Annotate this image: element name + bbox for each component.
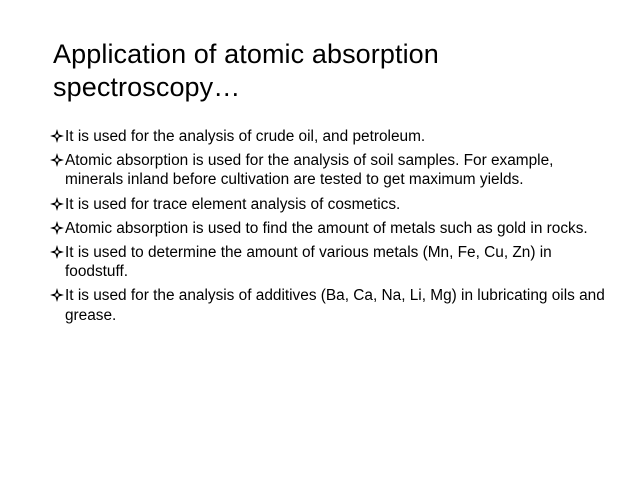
bullet-text: It is used for the analysis of additives (Ba, Ca, Na, Li, Mg) in lubricating oils and grease. xyxy=(65,287,605,324)
bullet-text: Atomic absorption is used to find the amount of metals such as gold in rocks. xyxy=(65,219,588,237)
list-item xyxy=(50,195,610,214)
list-item xyxy=(50,243,610,281)
list-item xyxy=(50,286,610,324)
diamond-star-icon xyxy=(50,128,64,144)
bullet-text: It is used for trace element analysis of cosmetics. xyxy=(65,195,401,213)
diamond-star-icon xyxy=(50,244,64,260)
list-item xyxy=(50,219,610,238)
bullet-text: It is used to determine the amount of various metals (Mn, Fe, Cu, Zn) in foodstuff. xyxy=(65,244,552,281)
list-item xyxy=(50,127,610,146)
slide-title: Application of atomic absorption spectroscopy… xyxy=(53,39,439,102)
diamond-star-icon xyxy=(50,220,64,236)
bullet-text: Atomic absorption is used for the analysis of soil samples. For example, minerals inland before cultivation are tested to get maximum yields. xyxy=(65,152,554,189)
diamond-star-icon xyxy=(50,196,64,212)
diamond-star-icon xyxy=(50,152,64,168)
bullet-text: It is used for the analysis of crude oil, and petroleum. xyxy=(65,128,426,145)
bullet-list xyxy=(50,127,610,330)
list-item xyxy=(50,151,610,189)
diamond-star-icon xyxy=(50,287,64,303)
